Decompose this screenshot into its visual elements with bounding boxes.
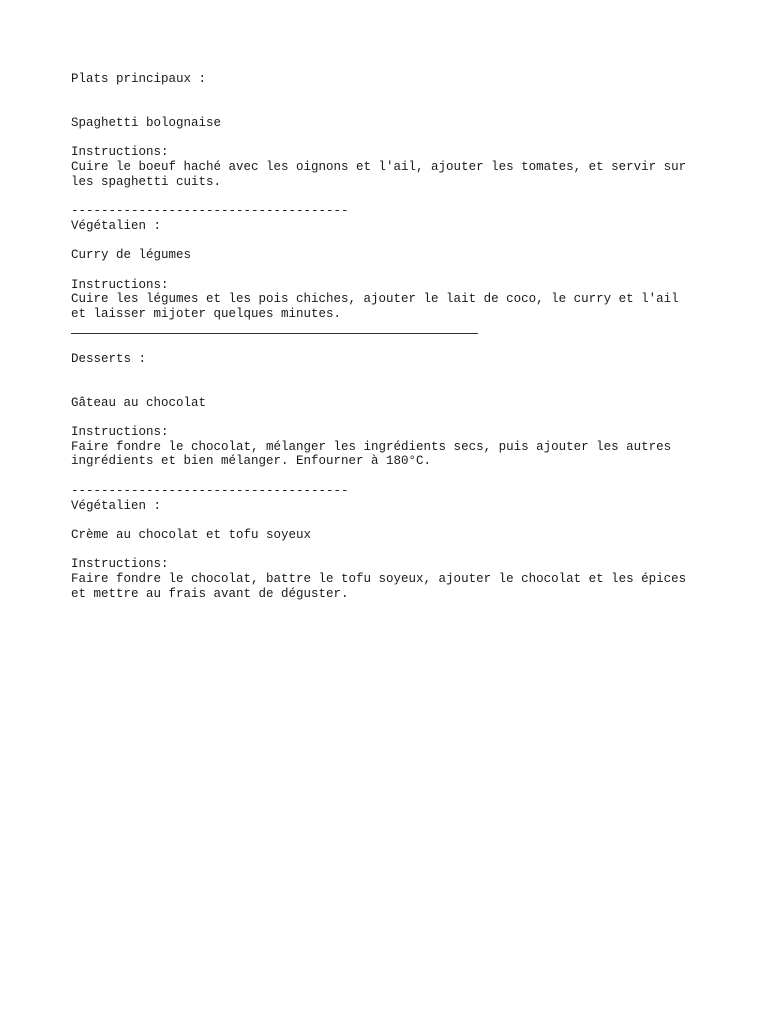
recipe-title: Spaghetti bolognaise — [71, 116, 222, 131]
vegan-label: Végétalien : — [71, 218, 162, 233]
dashed-separator: ------------------------------------- — [71, 483, 349, 498]
spacer — [71, 190, 711, 205]
instructions-label: Instructions: — [71, 425, 169, 440]
recipe-title: Curry de légumes — [71, 248, 192, 263]
recipe-title: Crème au chocolat et tofu soyeux — [71, 527, 312, 542]
spacer — [71, 410, 711, 425]
recipe-document — [71, 72, 711, 601]
instructions-label: Instructions: — [71, 277, 169, 292]
dashed-separator: ------------------------------------- — [71, 204, 349, 219]
instructions-text: et mettre au frais avant de déguster. — [71, 586, 349, 601]
instructions-text: les spaghetti cuits. — [71, 174, 222, 189]
spacer — [71, 366, 711, 395]
spacer — [71, 513, 711, 528]
instructions-text: Cuire les légumes et les pois chiches, ajouter le lait de coco, le curry et l'ail — [71, 292, 679, 307]
instructions-label: Instructions: — [71, 557, 169, 572]
instructions-text: Cuire le boeuf haché avec les oignons et l'ail, ajouter les tomates, et servir sur — [71, 160, 687, 175]
instructions-text: ingrédients et bien mélanger. Enfourner à 180°C. — [71, 454, 432, 469]
instructions-label: Instructions: — [71, 145, 169, 160]
spacer — [71, 543, 711, 558]
spacer — [71, 469, 711, 484]
vegan-label: Végétalien : — [71, 498, 162, 513]
instructions-text: et laisser mijoter quelques minutes. — [71, 307, 342, 322]
spacer — [71, 263, 711, 278]
section-divider — [71, 333, 478, 334]
section-heading-main: Plats principaux : — [71, 72, 207, 86]
spacer — [71, 131, 711, 146]
section-heading-desserts: Desserts : — [71, 351, 147, 366]
spacer — [71, 337, 711, 352]
recipe-title: Gâteau au chocolat — [71, 395, 207, 410]
spacer — [71, 87, 711, 116]
instructions-text: Faire fondre le chocolat, mélanger les ingrédients secs, puis ajouter les autres — [71, 439, 672, 454]
spacer — [71, 234, 711, 249]
instructions-text: Faire fondre le chocolat, battre le tofu soyeux, ajouter le chocolat et les épices — [71, 572, 687, 587]
